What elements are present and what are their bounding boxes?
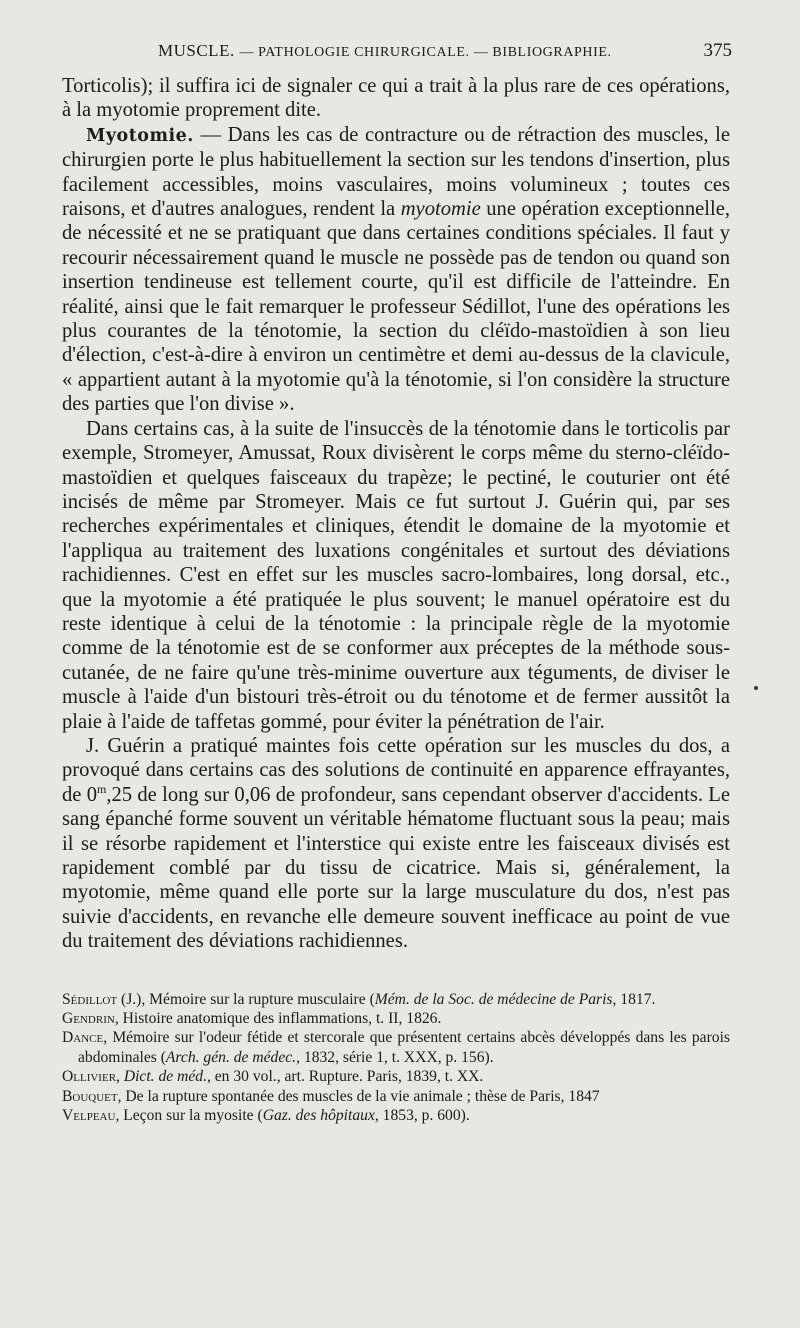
- bibliography-entry: [62, 1067, 730, 1086]
- bib-author: Velpeau: [62, 1107, 116, 1125]
- paragraph-text: ,25 de long sur 0,06 de profondeur, sans cependant observer d'accidents. Le sang épanché forme souvent un véritable hématome fluctuant sous la peau; mais il se résorbe rapidement et l'interstice qui existe entre les faisceaux divisés est rapidement comblé par du tissu de cicatrice. Mais si, généralement, la myotomie, même quand elle porte sur la large musculature du dos, n'est pas suivie d'accidents, en revanche elle demeure souvent inefficace au point de vue du traitement des déviations rachidiennes.: [62, 783, 730, 953]
- paragraph-guerin: [62, 734, 730, 954]
- paragraph-text: une opération exceptionnelle, de nécessité et ne se pratiquant que dans certaines conditions spéciales. Il faut y recourir nécessairement quand le muscle ne possède pas de tendon ou quand son insertion tendineuse est tellement courte, qu'il est difficile de l'atteindre. En réalité, ainsi que le fait remarquer le professeur Sédillot, l'une des opérations les plus courantes de la ténotomie, la section du cléïdo-mastoïdien à son lieu d'élection, c'est-à-dire à environ un centimètre et demi au-dessus de la clavicule, « appartient autant à la myotomie qu'à la ténotomie, si l'on considère la structure des parties que l'on divise ».: [62, 198, 730, 416]
- paragraph-text: — Dans les cas de contracture ou de rétraction des muscles, le chirurgien porte le plus habituellement la section sur les tendons d'insertion, plus facilement accessibles, moins vasculaires, moins volumineux ; toutes ces raisons, et d'autres analogues, rendent la: [62, 123, 730, 221]
- running-head-title: MUSCLE.: [158, 41, 235, 60]
- bib-author: Bouquet: [62, 1087, 118, 1105]
- bib-text: , Histoire anatomique des inflammations, t. II, 1826.: [114, 1010, 442, 1028]
- bibliography-entry: [62, 1087, 730, 1106]
- bib-text: , 1817.: [612, 990, 656, 1008]
- bib-text: , De la rupture spontanée des muscles de la vie animale ; thèse de Paris, 1847: [117, 1087, 600, 1105]
- bib-author: Dance: [62, 1029, 104, 1047]
- bib-source: Gaz. des hôpitaux: [262, 1107, 375, 1125]
- bibliography: [62, 990, 730, 1126]
- running-head-subtitle: — PATHOLOGIE CHIRURGICALE. — BIBLIOGRAPHIE.: [239, 45, 612, 60]
- bibliography-entry: [62, 990, 730, 1009]
- running-head: [158, 41, 612, 61]
- page-number: 375: [703, 40, 732, 61]
- paragraph-stromeyer: Dans certains cas, à la suite de l'insuccès de la ténotomie dans le torticolis par exemple, Stromeyer, Amussat, Roux divisèrent le corps même du sterno-cléïdo-mastoïdien et quelques faisceaux du trapèze; le pectiné, le couturier ont été incisés de même par Stromeyer. Mais ce fut surtout J. Guérin qui, par ses recherches expérimentales et cliniques, étendit le domaine de la myotomie et l'appliqua au traitement des luxations congénitales et surtout des déviations rachidiennes. C'est en effet sur les muscles sacro-lombaires, long dorsal, etc., que la myotomie a été pratiquée le plus souvent; le manuel opératoire est du reste identique à celui de la ténotomie : la principale règle de la myotomie comme de la ténotomie est de se conformer aux préceptes de la méthode sous-cutanée, de ne faire qu'une très-minime ouverture aux téguments, de diviser le muscle à l'aide d'un bistouri très-étroit ou du ténotome et de fermer aussitôt la plaie à l'aide de taffetas gommé, pour éviter la pénétration de l'air.: [62, 417, 730, 733]
- bib-source: Mém. de la Soc. de médecine de Paris: [374, 990, 613, 1008]
- ink-speck: [754, 686, 758, 690]
- bibliography-entry: [62, 1009, 730, 1028]
- superscript: m: [97, 781, 107, 796]
- bib-author: Sédillot (J.): [62, 990, 142, 1008]
- bib-source: Dict. de méd.: [123, 1068, 207, 1086]
- bib-text: , 1853, p. 600).: [374, 1107, 470, 1125]
- bib-author: Gendrin: [62, 1010, 115, 1028]
- page-header: [62, 40, 730, 68]
- emphasis: myotomie: [400, 198, 481, 221]
- bib-source: Arch. gén. de médec.: [165, 1048, 297, 1066]
- bib-text: , Mémoire sur l'odeur fétide et stercorale que présentent certains abcès développés dans les parois abdominales (: [78, 1029, 730, 1066]
- bib-author: Ollivier: [62, 1068, 117, 1086]
- bibliography-entry: [62, 1028, 730, 1067]
- bib-text: ,: [116, 1068, 124, 1086]
- bib-text: , 1832, série 1, t. XXX, p. 156).: [296, 1048, 494, 1066]
- bib-text: , Leçon sur la myosite (: [115, 1107, 263, 1125]
- bibliography-entry: [62, 1106, 730, 1125]
- paragraph-text: J. Guérin a pratiqué maintes fois cette opération sur les muscles du dos, a provoqué dans certains cas des solutions de continuité en apparence effrayantes, de 0: [62, 734, 730, 806]
- section-heading: Myotomie.: [86, 125, 194, 146]
- body-text: [62, 74, 730, 954]
- paragraph-intro: Torticolis); il suffira ici de signaler ce qui a trait à la plus rare de ces opérations, à la myotomie proprement dite.: [62, 75, 730, 122]
- bib-text: , Mémoire sur la rupture musculaire (: [141, 990, 375, 1008]
- bib-text: , en 30 vol., art. Rupture. Paris, 1839, t. XX.: [206, 1068, 484, 1086]
- paragraph-myotomie: [62, 123, 730, 417]
